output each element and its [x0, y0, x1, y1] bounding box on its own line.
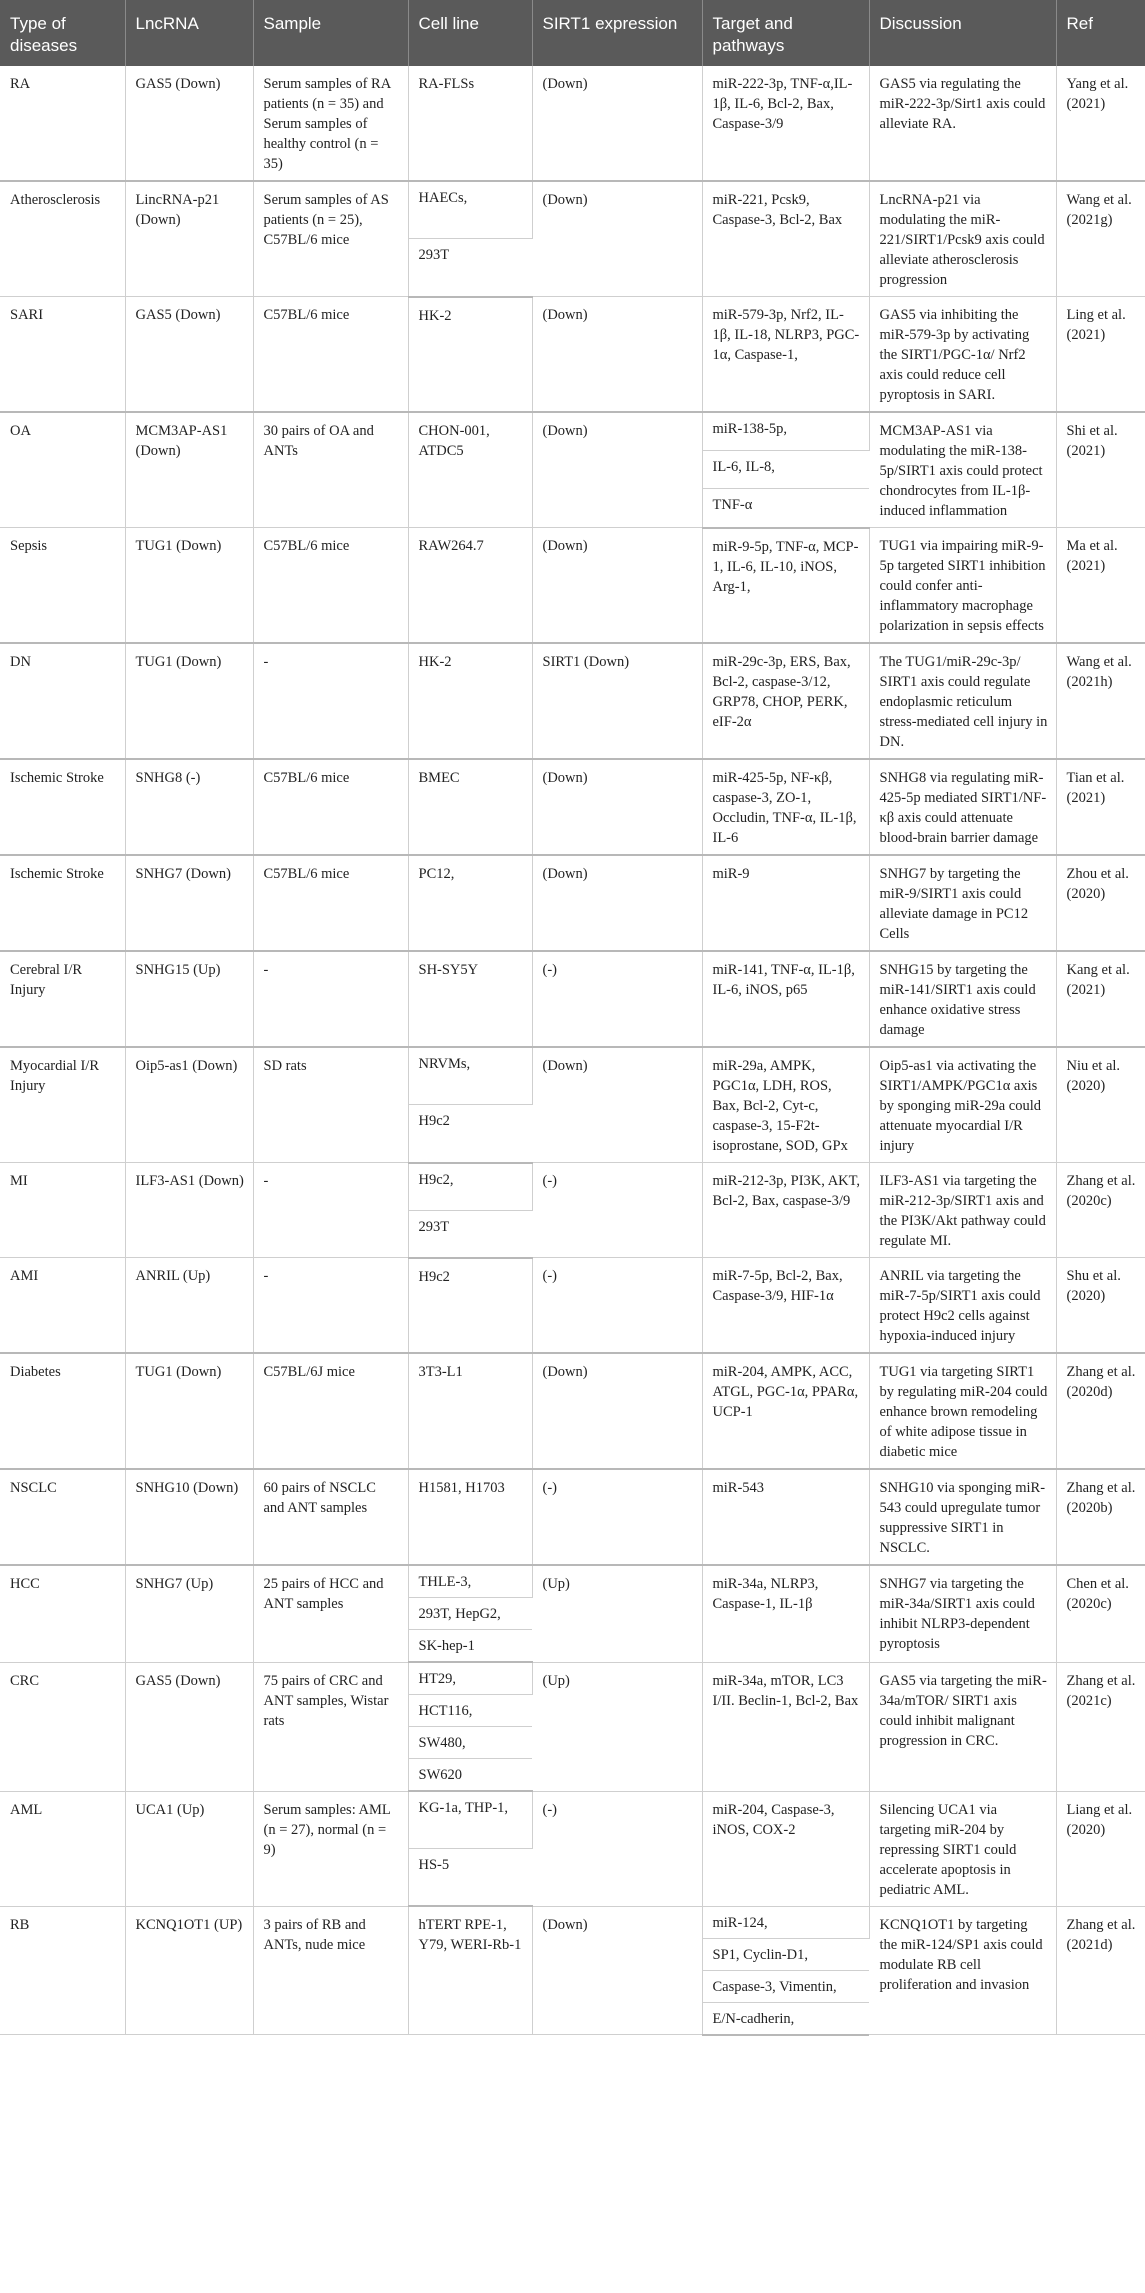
cell-sample: C57BL/6 mice: [253, 528, 408, 644]
cell-sample: Serum samples of AS patients (n = 25), C57BL/6 mice: [253, 181, 408, 297]
cell-ref: Chen et al. (2020c): [1056, 1565, 1145, 1662]
cell-ref: Liang et al. (2020): [1056, 1791, 1145, 1906]
cell-lncrna: Oip5-as1 (Down): [125, 1047, 253, 1163]
cell-cell-line: 3T3-L1: [408, 1353, 532, 1469]
cell-cell-line: HCT116,: [408, 1695, 532, 1727]
cell-discussion: TUG1 via targeting SIRT1 by regulating miR-204 could enhance brown remodeling of white adipose tissue in diabetic mice: [869, 1353, 1056, 1469]
table-row: [0, 855, 1145, 951]
cell-sample: 60 pairs of NSCLC and ANT samples: [253, 1469, 408, 1565]
table-row: [0, 1662, 1145, 1695]
table-row: [0, 1258, 1145, 1354]
cell-target-pathways: E/N-cadherin,: [702, 2002, 869, 2035]
table-row: [0, 1353, 1145, 1469]
cell-sample: Serum samples: AML (n = 27), normal (n = 9): [253, 1791, 408, 1906]
cell-ref: Kang et al. (2021): [1056, 951, 1145, 1047]
cell-sirt1-expression: (Down): [532, 297, 702, 413]
table-row: [0, 1163, 1145, 1211]
table-row: [0, 951, 1145, 1047]
cell-cell-line: 293T, HepG2,: [408, 1598, 532, 1630]
cell-sirt1-expression: SIRT1 (Down): [532, 643, 702, 759]
cell-discussion: GAS5 via inhibiting the miR-579-3p by activating the SIRT1/PGC-1α/ Nrf2 axis could reduce cell pyroptosis in SARI.: [869, 297, 1056, 413]
cell-lncrna: UCA1 (Up): [125, 1791, 253, 1906]
header-sirt1-expression: SIRT1 expression: [532, 0, 702, 66]
header-type-of-diseases: Type of diseases: [0, 0, 125, 66]
cell-disease: RA: [0, 66, 125, 181]
cell-discussion: ANRIL via targeting the miR-7-5p/SIRT1 axis could protect H9c2 cells against hypoxia-induced injury: [869, 1258, 1056, 1354]
table-row: [0, 1047, 1145, 1105]
cell-cell-line: HK-2: [408, 643, 532, 759]
cell-lncrna: TUG1 (Down): [125, 643, 253, 759]
cell-cell-line: SW480,: [408, 1727, 532, 1759]
cell-target-pathways: SP1, Cyclin-D1,: [702, 1938, 869, 1970]
cell-cell-line: 293T: [408, 1210, 532, 1258]
cell-target-pathways: miR-141, TNF-α, IL-1β, IL-6, iNOS, p65: [702, 951, 869, 1047]
table-row: [0, 528, 1145, 644]
cell-lncrna: GAS5 (Down): [125, 1662, 253, 1791]
cell-cell-line: CHON-001, ATDC5: [408, 412, 532, 528]
cell-sirt1-expression: (Up): [532, 1565, 702, 1662]
cell-sirt1-expression: (-): [532, 951, 702, 1047]
cell-cell-line: SW620: [408, 1759, 532, 1792]
cell-lncrna: ILF3-AS1 (Down): [125, 1163, 253, 1258]
cell-disease: AMI: [0, 1258, 125, 1354]
cell-target-pathways: miR-222-3p, TNF-α,IL-1β, IL-6, Bcl-2, Bax, Caspase-3/9: [702, 66, 869, 181]
cell-lncrna: MCM3AP-AS1 (Down): [125, 412, 253, 528]
cell-lncrna: GAS5 (Down): [125, 297, 253, 413]
table-row: [0, 412, 1145, 451]
cell-ref: Shi et al. (2021): [1056, 412, 1145, 528]
cell-cell-line: HS-5: [408, 1849, 532, 1907]
cell-cell-line: RA-FLSs: [408, 66, 532, 181]
cell-discussion: SNHG15 by targeting the miR-141/SIRT1 axis could enhance oxidative stress damage: [869, 951, 1056, 1047]
header-discussion: Discussion: [869, 0, 1056, 66]
cell-sirt1-expression: (Down): [532, 1353, 702, 1469]
cell-cell-line: 293T: [408, 239, 532, 297]
cell-target-pathways: miR-7-5p, Bcl-2, Bax, Caspase-3/9, HIF-1α: [702, 1258, 869, 1354]
cell-ref: Tian et al. (2021): [1056, 759, 1145, 855]
cell-sirt1-expression: (Down): [532, 66, 702, 181]
cell-target-pathways: miR-204, AMPK, ACC, ATGL, PGC-1α, PPARα, UCP-1: [702, 1353, 869, 1469]
cell-sirt1-expression: (Up): [532, 1662, 702, 1791]
cell-target-pathways: miR-204, Caspase-3, iNOS, COX-2: [702, 1791, 869, 1906]
header-ref: Ref: [1056, 0, 1145, 66]
cell-cell-line: KG-1a, THP-1,: [408, 1791, 532, 1849]
cell-disease: Atherosclerosis: [0, 181, 125, 297]
cell-sample: C57BL/6J mice: [253, 1353, 408, 1469]
cell-target-pathways: miR-29a, AMPK, PGC1α, LDH, ROS, Bax, Bcl-2, Cyt-c, caspase-3, 15-F2t-isoprostane, SOD, GPx: [702, 1047, 869, 1163]
cell-sirt1-expression: (-): [532, 1163, 702, 1258]
cell-discussion: SNHG8 via regulating miR-425-5p mediated SIRT1/NF-κβ axis could attenuate blood-brain barrier damage: [869, 759, 1056, 855]
header-cell-line: Cell line: [408, 0, 532, 66]
cell-cell-line: H9c2,: [408, 1163, 532, 1211]
table-row: [0, 759, 1145, 855]
cell-lncrna: GAS5 (Down): [125, 66, 253, 181]
cell-discussion: The TUG1/miR-29c-3p/ SIRT1 axis could regulate endoplasmic reticulum stress-mediated cell injury in DN.: [869, 643, 1056, 759]
table-row: [0, 66, 1145, 181]
cell-cell-line: SK-hep-1: [408, 1630, 532, 1663]
cell-sirt1-expression: (Down): [532, 1047, 702, 1163]
cell-ref: Ma et al. (2021): [1056, 528, 1145, 644]
cell-sample: C57BL/6 mice: [253, 759, 408, 855]
cell-lncrna: TUG1 (Down): [125, 1353, 253, 1469]
cell-discussion: Oip5-as1 via activating the SIRT1/AMPK/PGC1α axis by sponging miR-29a could attenuate myocardial I/R injury: [869, 1047, 1056, 1163]
cell-sample: Serum samples of RA patients (n = 35) and Serum samples of healthy control (n = 35): [253, 66, 408, 181]
cell-disease: Diabetes: [0, 1353, 125, 1469]
cell-ref: Niu et al. (2020): [1056, 1047, 1145, 1163]
cell-disease: Myocardial I/R Injury: [0, 1047, 125, 1163]
cell-cell-line: PC12,: [408, 855, 532, 951]
cell-discussion: KCNQ1OT1 by targeting the miR-124/SP1 axis could modulate RB cell proliferation and invasion: [869, 1906, 1056, 2035]
cell-lncrna: SNHG15 (Up): [125, 951, 253, 1047]
cell-disease: Ischemic Stroke: [0, 855, 125, 951]
cell-cell-line: BMEC: [408, 759, 532, 855]
cell-sample: -: [253, 643, 408, 759]
cell-target-pathways: miR-212-3p, PI3K, AKT, Bcl-2, Bax, caspase-3/9: [702, 1163, 869, 1258]
cell-target-pathways: miR-34a, mTOR, LC3 I/II. Beclin-1, Bcl-2, Bax: [702, 1662, 869, 1791]
table-row: [0, 1791, 1145, 1849]
cell-target-pathways: miR-124,: [702, 1906, 869, 1938]
cell-ref: Zhou et al. (2020): [1056, 855, 1145, 951]
cell-cell-line: H1581, H1703: [408, 1469, 532, 1565]
cell-cell-line: RAW264.7: [408, 528, 532, 644]
cell-target-pathways: miR-9-5p, TNF-α, MCP-1, IL-6, IL-10, iNOS, Arg-1,: [702, 528, 869, 644]
cell-cell-line: HAECs,: [408, 181, 532, 239]
cell-sirt1-expression: (Down): [532, 412, 702, 528]
cell-ref: Wang et al. (2021g): [1056, 181, 1145, 297]
table-row: [0, 643, 1145, 759]
table-row: [0, 1906, 1145, 1938]
cell-target-pathways: miR-221, Pcsk9, Caspase-3, Bcl-2, Bax: [702, 181, 869, 297]
cell-sample: C57BL/6 mice: [253, 297, 408, 413]
cell-sample: 3 pairs of RB and ANTs, nude mice: [253, 1906, 408, 2035]
cell-discussion: ILF3-AS1 via targeting the miR-212-3p/SIRT1 axis and the PI3K/Akt pathway could regulate MI.: [869, 1163, 1056, 1258]
cell-disease: AML: [0, 1791, 125, 1906]
cell-sirt1-expression: (Down): [532, 855, 702, 951]
cell-ref: Ling et al. (2021): [1056, 297, 1145, 413]
cell-disease: Sepsis: [0, 528, 125, 644]
cell-discussion: MCM3AP-AS1 via modulating the miR-138-5p/SIRT1 axis could protect chondrocytes from IL-1β-induced inflammation: [869, 412, 1056, 528]
header-sample: Sample: [253, 0, 408, 66]
cell-sample: -: [253, 1163, 408, 1258]
cell-cell-line: NRVMs,: [408, 1047, 532, 1105]
cell-disease: SARI: [0, 297, 125, 413]
cell-sample: C57BL/6 mice: [253, 855, 408, 951]
cell-target-pathways: miR-9: [702, 855, 869, 951]
table-row: [0, 1469, 1145, 1565]
cell-lncrna: SNHG10 (Down): [125, 1469, 253, 1565]
cell-disease: HCC: [0, 1565, 125, 1662]
cell-sample: 75 pairs of CRC and ANT samples, Wistar rats: [253, 1662, 408, 1791]
cell-sirt1-expression: (Down): [532, 528, 702, 644]
cell-sirt1-expression: (-): [532, 1469, 702, 1565]
cell-cell-line: hTERT RPE-1, Y79, WERI-Rb-1: [408, 1906, 532, 2035]
cell-disease: MI: [0, 1163, 125, 1258]
cell-lncrna: TUG1 (Down): [125, 528, 253, 644]
cell-target-pathways: TNF-α: [702, 489, 869, 528]
cell-discussion: GAS5 via targeting the miR-34a/mTOR/ SIRT1 axis could inhibit malignant progression in CRC.: [869, 1662, 1056, 1791]
cell-disease: RB: [0, 1906, 125, 2035]
cell-lncrna: SNHG7 (Up): [125, 1565, 253, 1662]
cell-cell-line: H9c2: [408, 1258, 532, 1354]
cell-discussion: LncRNA-p21 via modulating the miR-221/SIRT1/Pcsk9 axis could alleviate atherosclerosis progression: [869, 181, 1056, 297]
cell-ref: Yang et al. (2021): [1056, 66, 1145, 181]
cell-target-pathways: miR-543: [702, 1469, 869, 1565]
cell-ref: Zhang et al. (2020d): [1056, 1353, 1145, 1469]
cell-ref: Wang et al. (2021h): [1056, 643, 1145, 759]
cell-target-pathways: miR-29c-3p, ERS, Bax, Bcl-2, caspase-3/12, GRP78, CHOP, PERK, eIF-2α: [702, 643, 869, 759]
cell-cell-line: HT29,: [408, 1662, 532, 1695]
cell-lncrna: ANRIL (Up): [125, 1258, 253, 1354]
cell-sample: 30 pairs of OA and ANTs: [253, 412, 408, 528]
cell-target-pathways: miR-34a, NLRP3, Caspase-1, IL-1β: [702, 1565, 869, 1662]
cell-lncrna: LincRNA-p21 (Down): [125, 181, 253, 297]
cell-cell-line: THLE-3,: [408, 1565, 532, 1598]
cell-sirt1-expression: (Down): [532, 759, 702, 855]
cell-sirt1-expression: (-): [532, 1258, 702, 1354]
cell-ref: Shu et al. (2020): [1056, 1258, 1145, 1354]
cell-discussion: SNHG7 via targeting the miR-34a/SIRT1 axis could inhibit NLRP3-dependent pyroptosis: [869, 1565, 1056, 1662]
cell-discussion: SNHG10 via sponging miR-543 could upregulate tumor suppressive SIRT1 in NSCLC.: [869, 1469, 1056, 1565]
cell-target-pathways: IL-6, IL-8,: [702, 451, 869, 489]
cell-discussion: Silencing UCA1 via targeting miR-204 by repressing SIRT1 could accelerate apoptosis in pediatric AML.: [869, 1791, 1056, 1906]
cell-sample: -: [253, 951, 408, 1047]
table-row: [0, 181, 1145, 239]
cell-ref: Zhang et al. (2021d): [1056, 1906, 1145, 2035]
cell-ref: Zhang et al. (2020b): [1056, 1469, 1145, 1565]
header-target-pathways: Target and pathways: [702, 0, 869, 66]
cell-sirt1-expression: (-): [532, 1791, 702, 1906]
cell-disease: Ischemic Stroke: [0, 759, 125, 855]
cell-disease: DN: [0, 643, 125, 759]
cell-disease: NSCLC: [0, 1469, 125, 1565]
cell-disease: OA: [0, 412, 125, 528]
header-lncrna: LncRNA: [125, 0, 253, 66]
cell-disease: Cerebral I/R Injury: [0, 951, 125, 1047]
cell-target-pathways: miR-138-5p,: [702, 412, 869, 451]
cell-discussion: TUG1 via impairing miR-9-5p targeted SIRT1 inhibition could confer anti-inflammatory macrophage polarization in sepsis effects: [869, 528, 1056, 644]
cell-cell-line: HK-2: [408, 297, 532, 413]
table-row: [0, 297, 1145, 413]
cell-ref: Zhang et al. (2021c): [1056, 1662, 1145, 1791]
cell-sirt1-expression: (Down): [532, 1906, 702, 2035]
cell-discussion: SNHG7 by targeting the miR-9/SIRT1 axis could alleviate damage in PC12 Cells: [869, 855, 1056, 951]
cell-lncrna: SNHG8 (-): [125, 759, 253, 855]
cell-sample: 25 pairs of HCC and ANT samples: [253, 1565, 408, 1662]
cell-target-pathways: miR-425-5p, NF-κβ, caspase-3, ZO-1, Occludin, TNF-α, IL-1β, IL-6: [702, 759, 869, 855]
cell-target-pathways: miR-579-3p, Nrf2, IL-1β, IL-18, NLRP3, PGC-1α, Caspase-1,: [702, 297, 869, 413]
cell-lncrna: KCNQ1OT1 (UP): [125, 1906, 253, 2035]
cell-cell-line: SH-SY5Y: [408, 951, 532, 1047]
cell-lncrna: SNHG7 (Down): [125, 855, 253, 951]
cell-cell-line: H9c2: [408, 1105, 532, 1163]
table-row: [0, 1565, 1145, 1598]
cell-sample: SD rats: [253, 1047, 408, 1163]
header-row: [0, 0, 1145, 66]
cell-ref: Zhang et al. (2020c): [1056, 1163, 1145, 1258]
cell-sirt1-expression: (Down): [532, 181, 702, 297]
cell-disease: CRC: [0, 1662, 125, 1791]
cell-sample: -: [253, 1258, 408, 1354]
cell-discussion: GAS5 via regulating the miR-222-3p/Sirt1 axis could alleviate RA.: [869, 66, 1056, 181]
cell-target-pathways: Caspase-3, Vimentin,: [702, 1970, 869, 2002]
